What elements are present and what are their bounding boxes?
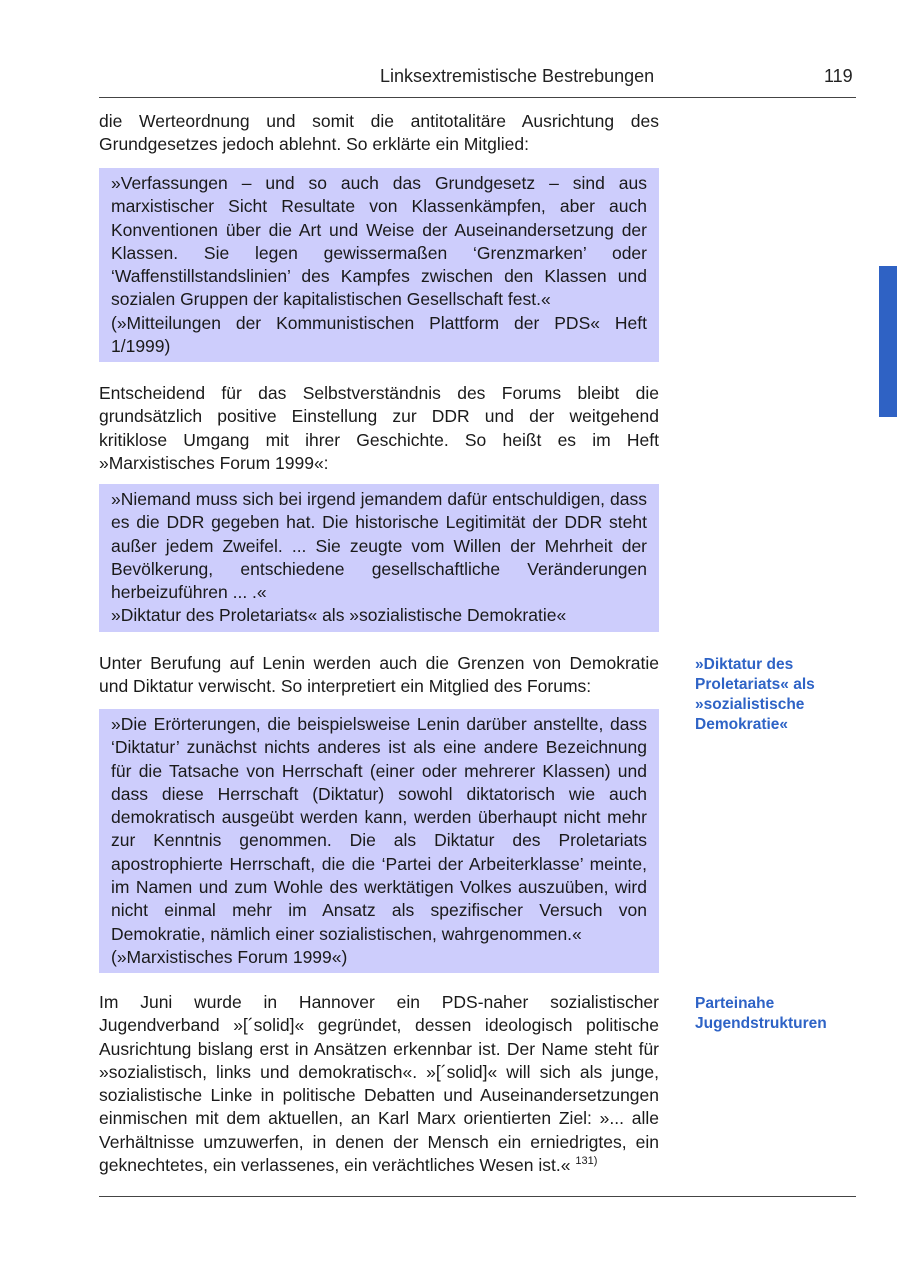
header-divider (99, 97, 856, 98)
paragraph-3 (99, 652, 659, 699)
page-number: 119 (824, 66, 853, 86)
footnote-reference[interactable]: 131) (575, 1155, 598, 1168)
paragraph-3-text: Unter Berufung auf Lenin werden auch die Grenzen von Demokratie und Diktatur verwischt. So interpretiert ein Mitglied des Forums: (99, 653, 659, 697)
chapter-tab-marker (879, 266, 897, 417)
quote-block-2 (99, 484, 659, 632)
paragraph-4-text: Im Juni wurde in Hannover ein PDS-naher sozialistischer Jugendverband »[´solid]« gegründet, dessen ideologisch politische Ausrichtung bislang erst in Ansätzen erkennbar ist. Der Name steht für »sozialistisch, links und demokratisch«. »[´solid]« will sich als junge, sozialistische Linke in politische Debatten und Auseinandersetzungen einmischen mit dem aktuellen, an Karl Marx orientierten Ziel: »... alle Verhältnisse umzuwerfen, in denen der Mensch ein erniedrigtes, ein geknechtetes, ein verlassenes, ein verächtliches Wesen ist.« (99, 992, 659, 1176)
paragraph-2-text: Entscheidend für das Selbstverständnis des Forums bleibt die grundsätzlich positive Einstellung zur DDR und der weitgehend kritiklose Umgang mit ihrer Geschichte. So heißt es im Heft »Marxistisches Forum 1999«: (99, 383, 659, 473)
paragraph-2 (99, 382, 659, 475)
margin-note-jugend: Parteinahe Jugendstrukturen (695, 995, 827, 1032)
quote-2-text: »Niemand muss sich bei irgend jemandem dafür entschuldigen, dass es die DDR gegeben hat. Die historische Legitimität der DDR steht außer jedem Zweifel. ... Sie zeugte vom Willen der Mehrheit der Bevölkerung, entschiedene gesellschaftliche Veränderungen herbeizuführen ... .« (111, 489, 647, 603)
quote-1-text: »Verfassungen – und so auch das Grundgesetz – sind aus marxistischer Sicht Resultate von Klassenkämpfen, aber auch Konventionen über die Art und Weise der Auseinandersetzung der Klassen. Sie legen gewissermaßen ‘Grenzmarken’ oder ‘Waffenstillstandslinien’ des Kampfes zwischen den Klassen und sozialen Gruppen der kapitalistischen Gesellschaft fest.« (111, 173, 647, 310)
quote-1-source: (»Mitteilungen der Kommunistischen Plattform der PDS« Heft 1/1999) (111, 312, 647, 357)
quote-block-1 (99, 168, 659, 362)
running-header-title: Linksextremistische Bestrebungen (380, 66, 655, 86)
margin-note-diktatur: »Diktatur des Proletariats« als »sozialistische Demokratie« (695, 656, 815, 733)
paragraph-4-body (99, 991, 659, 1177)
quote-2-source: »Diktatur des Proletariats« als »sozialistische Demokratie« (111, 605, 567, 626)
paragraph-1-text: die Werteordnung und somit die antitotalitäre Ausrichtung des Grundgesetzes jedoch ablehnt. So erklärte ein Mitglied: (99, 111, 659, 155)
quote-block-3 (99, 709, 659, 973)
paragraph-1 (99, 110, 659, 157)
quote-3-text: »Die Erörterungen, die beispielsweise Lenin darüber anstellte, dass ‘Diktatur’ zunächst nichts anderes ist als eine andere Bezeichnung für die Tatsache von Herrschaft (einer oder mehrerer Klassen) und dass diese Herrschaft (Diktatur) sowohl diktatorisch wie auch demokratisch ausgeübt werden kann, werden überhaupt nicht mehr zur Kenntnis genommen. Die als Diktatur des Proletariats apostrophierte Herrschaft, die die ‘Partei der Arbeiterklasse’ meinte, im Namen und zum Wohle des werktätigen Volkes auszuüben, wird nicht einmal mehr im Ansatz als spezifischer Versuch von Demokratie, nämlich einer sozialistischen, wahrgenommen.« (111, 714, 647, 944)
paragraph-4 (99, 991, 659, 1177)
quote-3-source: (»Marxistisches Forum 1999«) (111, 946, 348, 967)
footer-divider (99, 1196, 856, 1197)
